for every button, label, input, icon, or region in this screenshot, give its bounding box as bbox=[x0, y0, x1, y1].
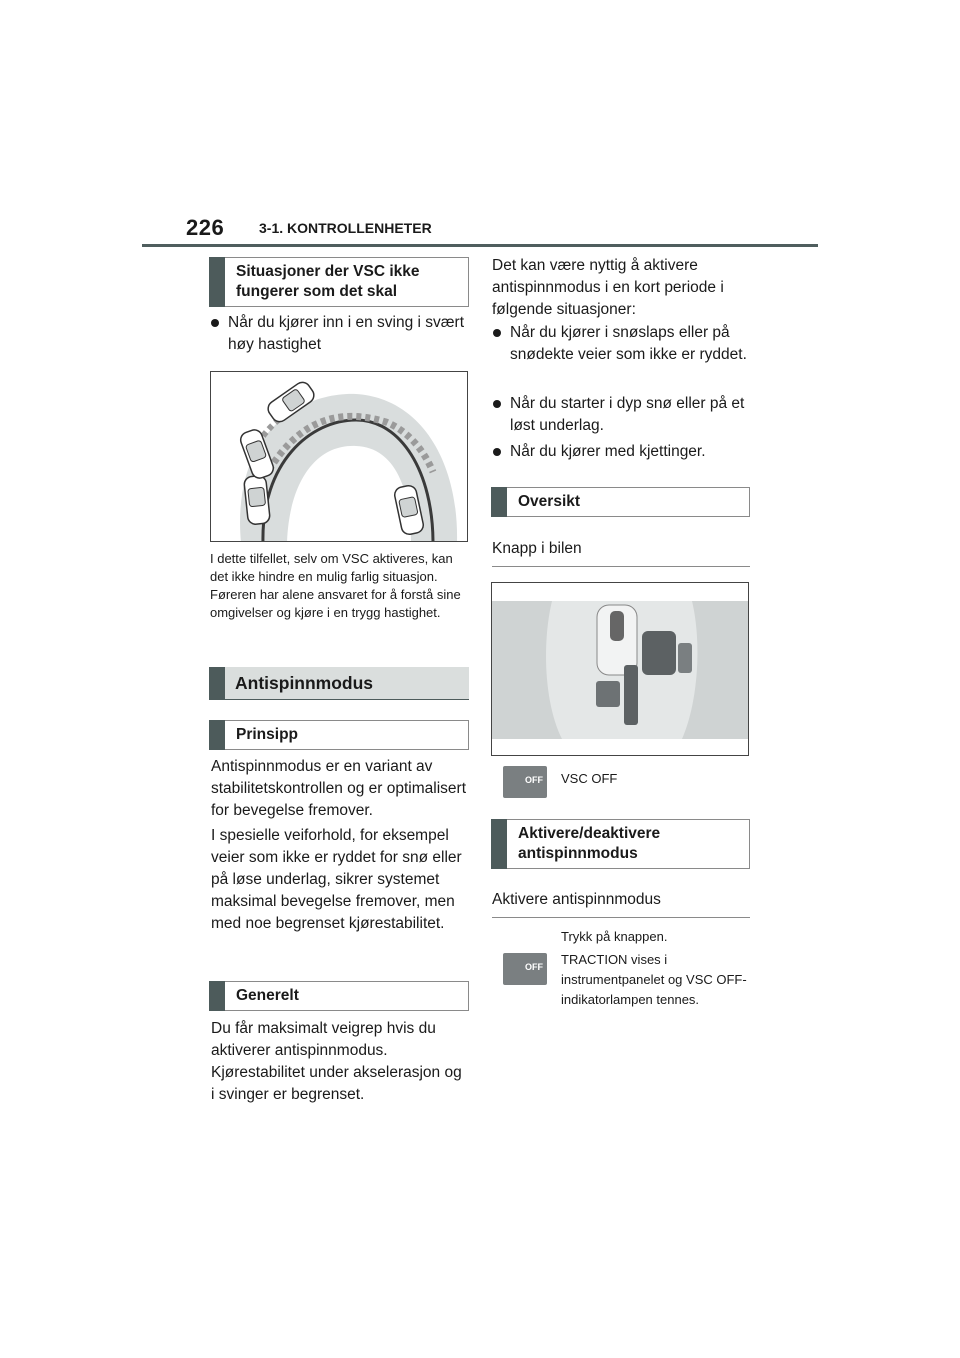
list-item: Når du starter i dyp snø eller på et løst underlag. bbox=[493, 393, 755, 437]
bullet-dot-icon bbox=[493, 448, 501, 456]
general-heading: Generelt bbox=[236, 987, 299, 1004]
curve-illustration bbox=[210, 371, 468, 542]
chapter-title: 3-1. KONTROLLENHETER bbox=[259, 220, 432, 236]
list-item: Når du kjører i snøslaps eller på snødekte veier som ikke er ryddet. bbox=[493, 322, 755, 366]
page-number: 226 bbox=[186, 215, 225, 240]
general-paragraph: Du får maksimalt veigrep hvis du aktiverer antispinnmodus. Kjørestabilitet under akselerasjon og i svinger er begrenset. bbox=[211, 1020, 462, 1103]
step-1: Trykk på knappen. bbox=[561, 929, 668, 944]
principle-heading: Prinsipp bbox=[236, 726, 299, 743]
principle-paragraph-2: I spesielle veiforhold, for eksempel veier som ikke er ryddet for snø eller på løse underlag, sikrer systemet maksimal bevegelse fremover, men med noe begrenset kjørestabilitet. bbox=[211, 827, 462, 932]
intro-paragraph: Det kan være nyttig å aktivere antispinnmodus i en kort periode i følgende situasjoner: bbox=[492, 257, 724, 318]
bullet-dot-icon bbox=[211, 319, 219, 327]
vsc-off-label: VSC OFF bbox=[561, 771, 618, 786]
button-subhead: Knapp i bilen bbox=[492, 540, 750, 567]
car-icon bbox=[244, 475, 271, 525]
situations-heading: Situasjoner der VSC ikke fungerer som det skal bbox=[236, 263, 420, 300]
activate-heading: Aktivere/deaktivere antispinnmodus bbox=[518, 825, 661, 862]
principle-heading-box bbox=[209, 720, 469, 750]
vsc-off-icon: OFF bbox=[503, 766, 547, 798]
activate-heading-box bbox=[491, 819, 750, 869]
general-heading-box bbox=[209, 981, 469, 1011]
antispin-heading-box bbox=[209, 667, 469, 700]
bullet-dot-icon bbox=[493, 329, 501, 337]
header-rule bbox=[142, 244, 818, 247]
step-2: TRACTION vises i instrumentpanelet og VSC OFF-indikatorlampen tennes. bbox=[561, 952, 747, 1007]
principle-paragraph-1: Antispinnmodus er en variant av stabilitetskontrollen og er optimalisert for bevegelse fremover. bbox=[211, 758, 467, 819]
overview-heading-box bbox=[491, 487, 750, 517]
overview-heading: Oversikt bbox=[518, 493, 581, 510]
activate-subhead: Aktivere antispinnmodus bbox=[492, 891, 750, 918]
vsc-off-icon: OFF bbox=[503, 953, 547, 985]
vsc-off-button-icon bbox=[596, 681, 620, 707]
console-illustration bbox=[491, 582, 749, 756]
situation-bullet: Når du kjører inn i en sving i svært høy hastighet bbox=[211, 312, 473, 356]
list-item: Når du kjører med kjettinger. bbox=[493, 441, 755, 463]
antispin-heading: Antispinnmodus bbox=[235, 673, 374, 693]
bullet-dot-icon bbox=[493, 400, 501, 408]
situations-heading-box bbox=[209, 257, 469, 307]
figure-caption: I dette tilfellet, selv om VSC aktiveres, kan det ikke hindre en mulig farlig situasjon. Føreren har alene ansvaret for å forstå sine omgivelser og kjøre i en trygg hastighet. bbox=[210, 551, 461, 620]
